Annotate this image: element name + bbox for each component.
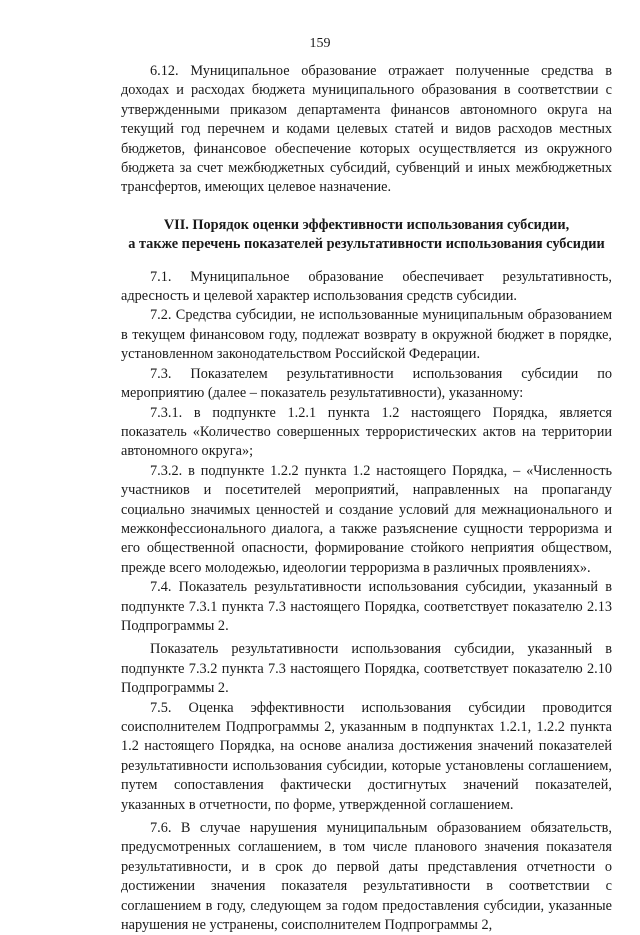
paragraph-7-4-cont: Показатель результативности использования субсидии, указанный в подпункте 7.3.2 пункта 7.3 настоящего Порядка, соответствует показателю 2.10 Подпрограммы 2. (121, 641, 612, 697)
paragraph-7-6: 7.6. В случае нарушения муниципальным образованием обязательств, предусмотренных соглашением, в том числе планового значения показателя результативности, и в срок до первой даты представления отчетности о достижении значения показателя результативности в соответствии с соглашением в году, следующем за годом предоставления субсидии, указанные нарушения не устранены, соисполнителем Подпрограммы 2, (121, 820, 612, 934)
section-heading (121, 216, 612, 255)
paragraph-7-5: 7.5. Оценка эффективности использования субсидии проводится соисполнителем Подпрограммы 2, указанным в подпунктах 1.2.1, 1.2.2 пункта 1.2 настоящего Порядка, на основе анализа достижения значений показателей результативности использования субсидии, которые установлены соглашением, путем сопоставления фактически достигнутых значений показателей, указанных в отчетности, по форме, утвержденной соглашением. (121, 699, 612, 813)
paragraph-7-3: 7.3. Показателем результативности использования субсидии по мероприятию (далее – показатель результативности), указанному: (121, 365, 612, 402)
paragraph-7-3-2: 7.3.2. в подпункте 1.2.2 пункта 1.2 настоящего Порядка, – «Численность участников и посетителей мероприятий, направленных на пропаганду социально значимых ценностей и создание условий для межнационального и межконфессионального диалога, а также разъяснение сущности терроризма и его общественной опасности, формирование стойкого неприятия обществом, прежде всего молодежью, идеологии терроризма в различных проявлениях». (121, 462, 612, 576)
paragraph-7-4: 7.4. Показатель результативности использования субсидии, указанный в подпункте 7.3.1 пункта 7.3 настоящего Порядка, соответствует показателю 2.13 Подпрограммы 2. (121, 579, 612, 634)
document-body (121, 62, 612, 935)
paragraph-7-3-1: 7.3.1. в подпункте 1.2.1 пункта 1.2 настоящего Порядка, является показатель «Количество совершенных террористических актов на территории автономного округа»; (121, 404, 612, 460)
paragraph-7-1: 7.1. Муниципальное образование обеспечивает результативность, адресность и целевой характер использования средств субсидии. (121, 268, 612, 305)
paragraph-7-2: 7.2. Средства субсидии, не использованные муниципальным образованием в текущем финансовом году, подлежат возврату в окружной бюджет в порядке, установленном законодательством Российской Федерации. (121, 307, 612, 363)
paragraph-6-12: 6.12. Муниципальное образование отражает полученные средства в доходах и расходах бюджета муниципального образования в соответствии с утвержденными приказом департамента финансов автономного округа на текущий год перечнем и кодами целевых статей и видов расходов местных бюджетов, финансовое обеспечение которых осуществляется из окружного бюджета за счет межбюджетных субсидий, субвенций и иных межбюджетных трансфертов, имеющих целевое назначение. (121, 63, 612, 196)
section-heading-line1: VII. Порядок оценки эффективности использования субсидии, (163, 216, 570, 233)
section-heading-line2: а также перечень показателей результативности использования субсидии (128, 236, 605, 253)
page-number: 159 (309, 36, 331, 51)
